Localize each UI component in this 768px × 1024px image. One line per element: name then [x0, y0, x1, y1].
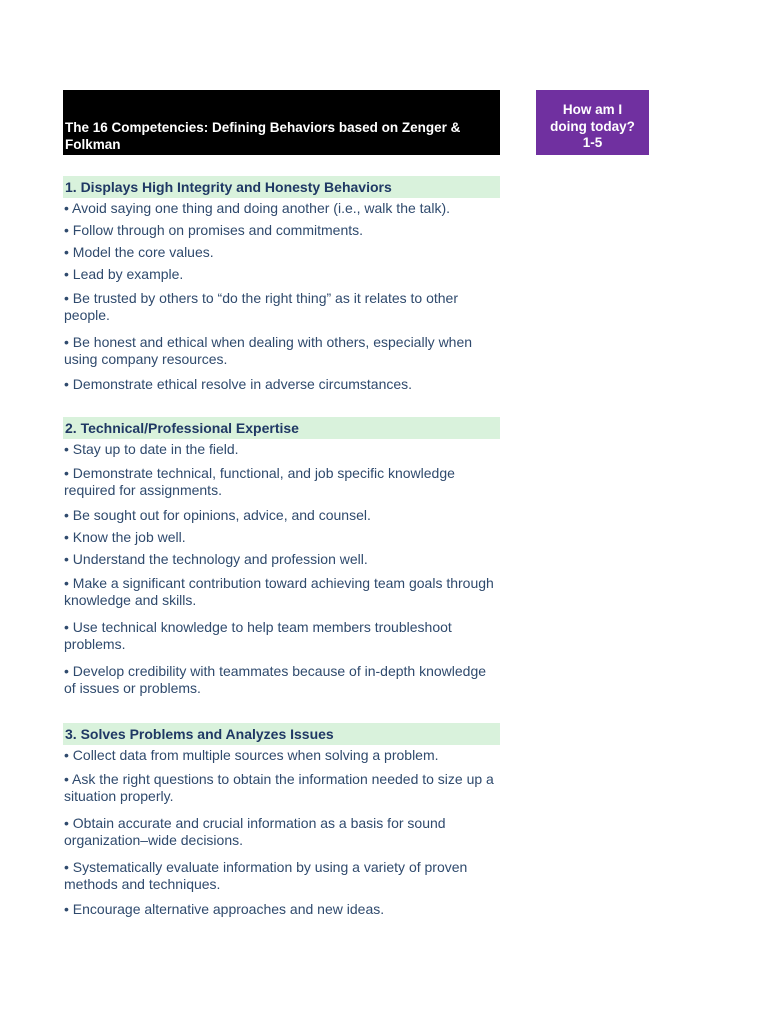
section-title: 1. Displays High Integrity and Honesty Behaviors — [63, 176, 500, 198]
list-item: • Be trusted by others to “do the right thing” as it relates to other people. — [64, 290, 458, 323]
list-item: • Model the core values. — [64, 244, 214, 260]
competency-section-problem-solving — [63, 723, 500, 921]
list-item: • Be honest and ethical when dealing with others, especially when using company resources. — [64, 334, 473, 367]
list-item: • Ask the right questions to obtain the information needed to size up a situation properly. — [64, 771, 494, 804]
rating-line-3: 1-5 — [582, 135, 603, 150]
list-item: • Avoid saying one thing and doing another (i.e., walk the talk). — [64, 200, 450, 216]
behavior-list — [63, 439, 500, 703]
list-item: • Understand the technology and profession well. — [64, 551, 368, 567]
rating-line-2: doing today? — [550, 118, 635, 134]
list-item: • Collect data from multiple sources when solving a problem. — [64, 747, 439, 763]
section-title: 3. Solves Problems and Analyzes Issues — [63, 723, 500, 745]
list-item: • Use technical knowledge to help team members troubleshoot problems. — [64, 619, 452, 652]
competency-section-integrity — [63, 176, 500, 396]
list-item: • Demonstrate technical, functional, and job specific knowledge required for assignments. — [64, 465, 455, 498]
section-title: 2. Technical/Professional Expertise — [63, 417, 500, 439]
competency-section-expertise — [63, 417, 500, 703]
list-item: • Develop credibility with teammates because of in-depth knowledge of issues or problems. — [64, 663, 487, 696]
list-item: • Encourage alternative approaches and new ideas. — [64, 901, 385, 917]
list-item: • Obtain accurate and crucial information as a basis for sound organization–wide decisions. — [64, 815, 446, 848]
list-item: • Be sought out for opinions, advice, and counsel. — [64, 507, 371, 523]
document-title: The 16 Competencies: Defining Behaviors based on Zenger & Folkman — [63, 90, 500, 155]
list-item: • Lead by example. — [64, 266, 184, 282]
list-item: • Follow through on promises and commitments. — [64, 222, 364, 238]
behavior-list — [63, 198, 500, 396]
rating-line-1: How am I — [562, 102, 623, 117]
list-item: • Systematically evaluate information by using a variety of proven methods and techniques. — [64, 859, 468, 892]
behavior-list — [63, 745, 500, 921]
list-item: • Make a significant contribution toward achieving team goals through knowledge and skills. — [64, 575, 494, 608]
list-item: • Know the job well. — [64, 529, 186, 545]
list-item: • Demonstrate ethical resolve in adverse circumstances. — [64, 376, 413, 392]
self-rating-box — [536, 90, 649, 155]
list-item: • Stay up to date in the field. — [64, 441, 239, 457]
